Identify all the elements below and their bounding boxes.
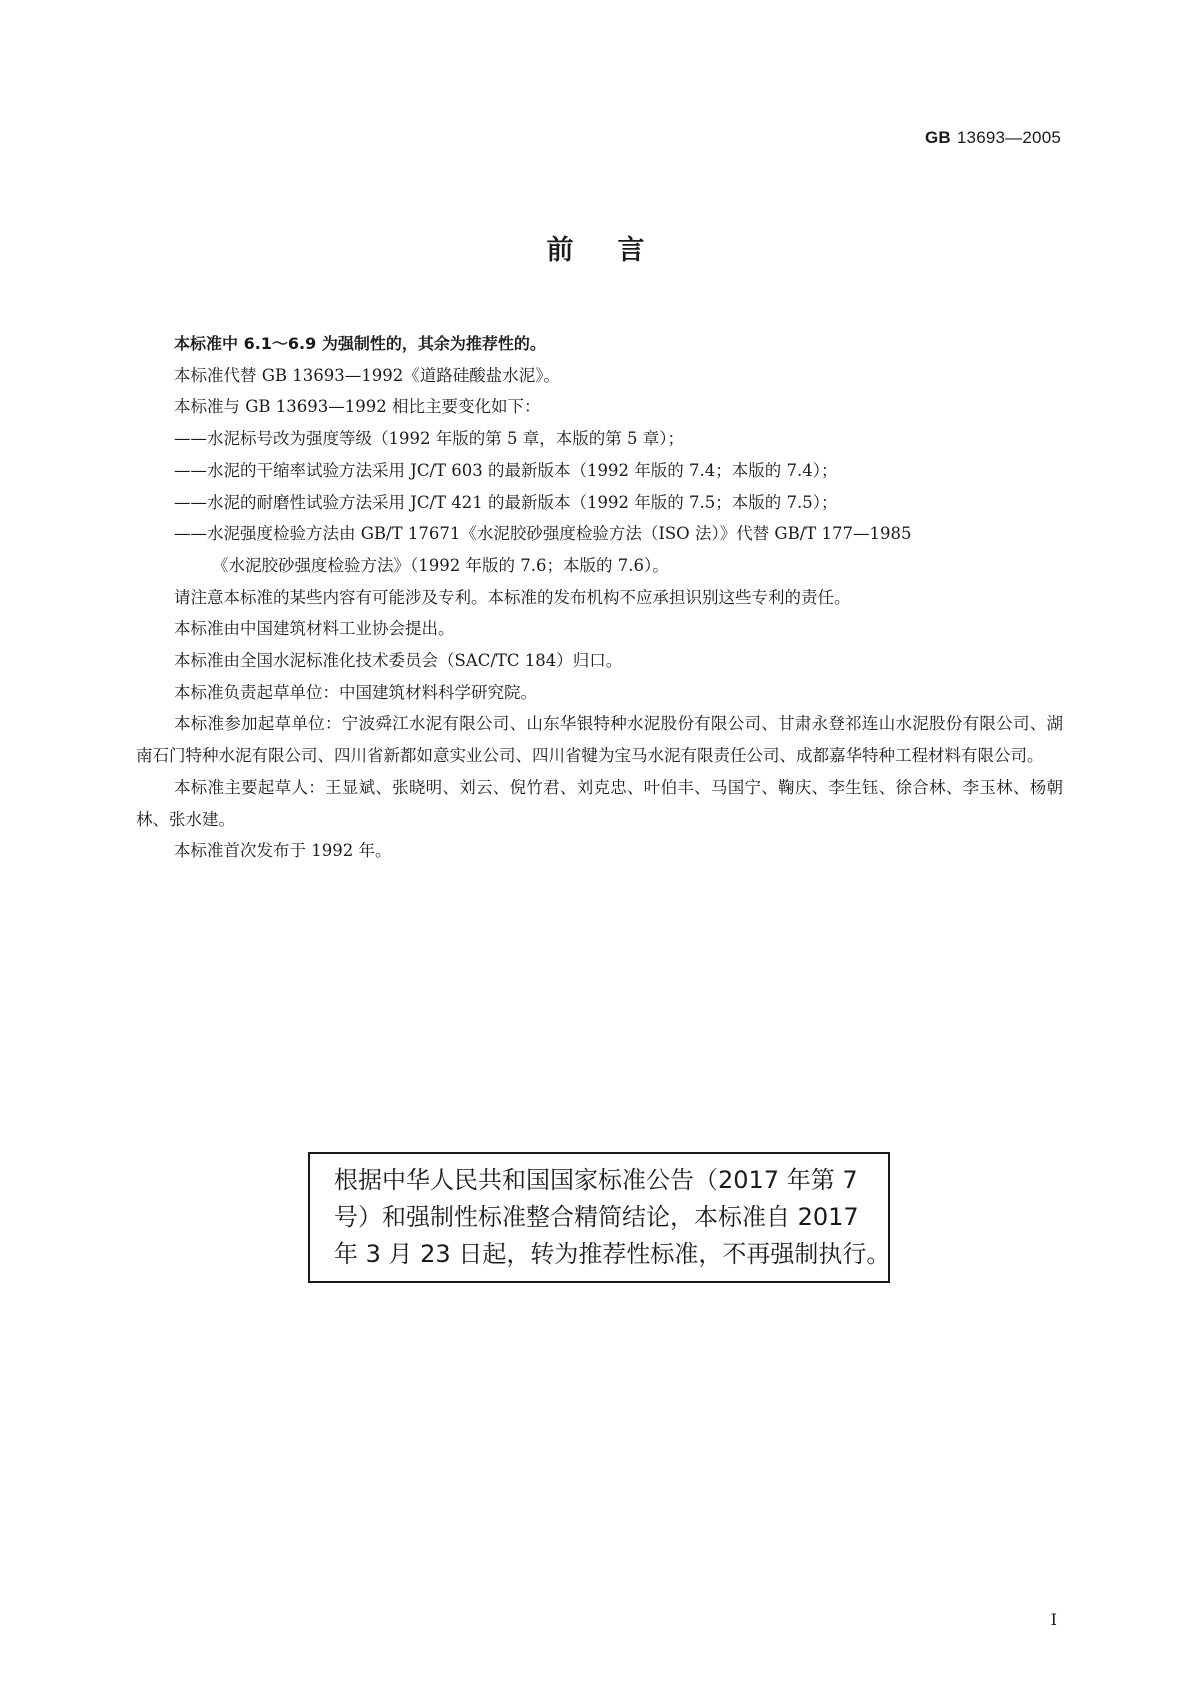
change-item-2: ——水泥的干缩率试验方法采用 JC/T 603 的最新版本（1992 年版的 7.4；本版的 7.4）； [174,460,838,480]
change-item-4: ——水泥强度检验方法由 GB/T 17671《水泥胶砂强度检验方法（ISO 法）》代替 GB/T 177—1985 [174,524,912,544]
change-item-1: ——水泥标号改为强度等级（1992 年版的第 5 章，本版的第 5 章）； [174,429,684,449]
paragraph-changes-intro: 本标准与 GB 13693—1992 相比主要变化如下： [174,397,541,417]
page-number: I [1050,1610,1057,1629]
change-item-3: ——水泥的耐磨性试验方法采用 JC/T 421 的最新版本（1992 年版的 7.5；本版的 7.5）； [174,492,838,512]
notice-line-1: 根据中华人民共和国国家标准公告（2017 年第 7 [334,1166,858,1194]
page-header [925,128,1061,148]
standard-code: 13693—2005 [956,128,1061,147]
notice-box [308,1152,890,1283]
paragraph-replaces: 本标准代替 GB 13693—1992《道路硅酸盐水泥》。 [174,365,561,385]
paragraph-proposed-by: 本标准由中国建筑材料工业协会提出。 [174,619,455,639]
paragraph-lead-drafter: 本标准负责起草单位：中国建筑材料科学研究院。 [174,682,537,702]
paragraph-participating-drafters: 本标准参加起草单位：宁波舜江水泥有限公司、山东华银特种水泥股份有限公司、甘肃永登祁连山水泥股份有限公司、湖南石门特种水泥有限公司、四川省新都如意实业公司、四川省犍为宝马水泥有限责任公司、成都嘉华特种工程材料有限公司。 [136,714,1063,766]
foreword-body [136,328,1063,867]
change-item-4-continued: 《水泥胶砂强度检验方法》（1992 年版的 7.6；本版的 7.6）。 [212,555,669,575]
notice-line-2: 号）和强制性标准整合精简结论，本标准自 2017 [334,1203,859,1231]
notice-line-3: 年 3 月 23 日起，转为推荐性标准，不再强制执行。 [334,1240,891,1268]
paragraph-first-issued: 本标准首次发布于 1992 年。 [174,841,392,861]
paragraph-main-drafters: 本标准主要起草人：王显斌、张晓明、刘云、倪竹君、刘克忠、叶伯丰、马国宁、鞠庆、李生钰、徐合林、李玉林、杨朝林、张水建。 [136,777,1063,829]
paragraph-mandatory-clauses: 本标准中 6.1～6.9 为强制性的，其余为推荐性的。 [174,334,546,353]
standard-prefix: GB [925,128,951,147]
paragraph-committee: 本标准由全国水泥标准化技术委员会（SAC/TC 184）归口。 [174,651,623,671]
page-title: 前言 [546,235,689,266]
paragraph-patent-notice: 请注意本标准的某些内容有可能涉及专利。本标准的发布机构不应承担识别这些专利的责任。 [174,587,851,607]
